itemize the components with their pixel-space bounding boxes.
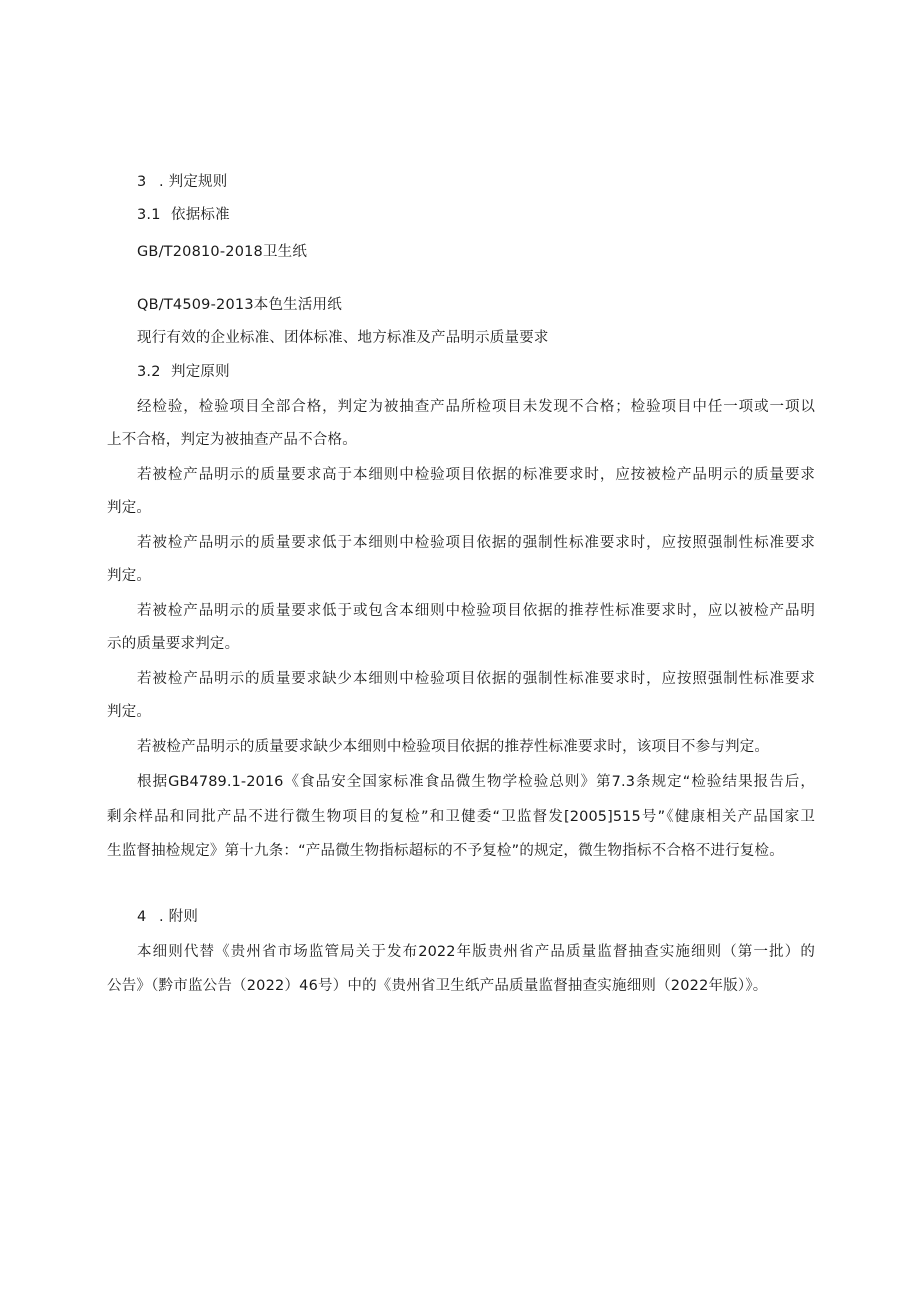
principle-7-line-3: 生监督抽检规定》第十九条：“产品微生物指标超标的不予复检”的规定，微生物指标不合格不进行复检。	[107, 843, 784, 859]
section-3-heading	[137, 172, 227, 192]
subsection-3-1-heading	[137, 205, 230, 225]
principle-1-line-2: 上不合格，判定为被抽查产品不合格。	[107, 432, 357, 448]
principle-5-line-2: 判定。	[107, 704, 152, 720]
principle-3-line-2: 判定。	[107, 568, 152, 584]
subsection-3-1-title: 依据标准	[171, 207, 230, 223]
principle-2-line-2: 判定。	[107, 500, 152, 516]
subsection-3-2-number: 3.2	[137, 364, 161, 380]
principle-4-line-1: 若被检产品明示的质量要求低于或包含本细则中检验项目依据的推荐性标准要求时，应以被检产品明	[137, 603, 815, 619]
appendix-line-2: 公告》（黔市监公告（2022）46号）中的《贵州省卫生纸产品质量监督抽查实施细则（2022年版）》。	[107, 978, 768, 994]
principle-7-line-1: 根据GB4789.1-2016《食品安全国家标准食品微生物学检验总则》第7.3条规定“检验结果报告后，	[137, 774, 815, 790]
subsection-3-2-heading	[137, 362, 230, 382]
principle-5-line-1: 若被检产品明示的质量要求缺少本细则中检验项目依据的强制性标准要求时，应按照强制性标准要求	[137, 671, 815, 687]
principle-2-line-1: 若被检产品明示的质量要求高于本细则中检验项目依据的标准要求时，应按被检产品明示的质量要求	[137, 467, 815, 483]
standard-item: QB/T4509-2013本色生活用纸	[137, 297, 342, 313]
standard-item: GB/T20810-2018卫生纸	[137, 244, 308, 260]
appendix-line-1: 本细则代替《贵州省市场监管局关于发布2022年版贵州省产品质量监督抽查实施细则（第一批）的	[137, 944, 815, 960]
principle-6-line-1: 若被检产品明示的质量要求缺少本细则中检验项目依据的推荐性标准要求时，该项目不参与判定。	[137, 739, 770, 755]
principle-3-line-1: 若被检产品明示的质量要求低于本细则中检验项目依据的强制性标准要求时，应按照强制性标准要求	[137, 535, 815, 551]
subsection-3-2-title: 判定原则	[171, 364, 230, 380]
section-3-number: 3	[137, 174, 147, 190]
subsection-3-1-number: 3.1	[137, 207, 161, 223]
standard-item: 现行有效的企业标准、团体标准、地方标准及产品明示质量要求	[137, 330, 549, 346]
section-4-number: 4	[137, 909, 147, 925]
principle-4-line-2: 示的质量要求判定。	[107, 636, 240, 652]
principle-7-line-2: 剩余样品和同批产品不进行微生物项目的复检”和卫健委“卫监督发[2005]515号”《健康相关产品国家卫	[107, 809, 815, 825]
principle-1-line-1: 经检验，检验项目全部合格，判定为被抽查产品所检项目未发现不合格；检验项目中任一项或一项以	[137, 399, 815, 415]
section-3-title: . 判定规则	[159, 174, 228, 190]
section-4-heading	[137, 907, 198, 927]
section-4-title: . 附则	[159, 909, 199, 925]
